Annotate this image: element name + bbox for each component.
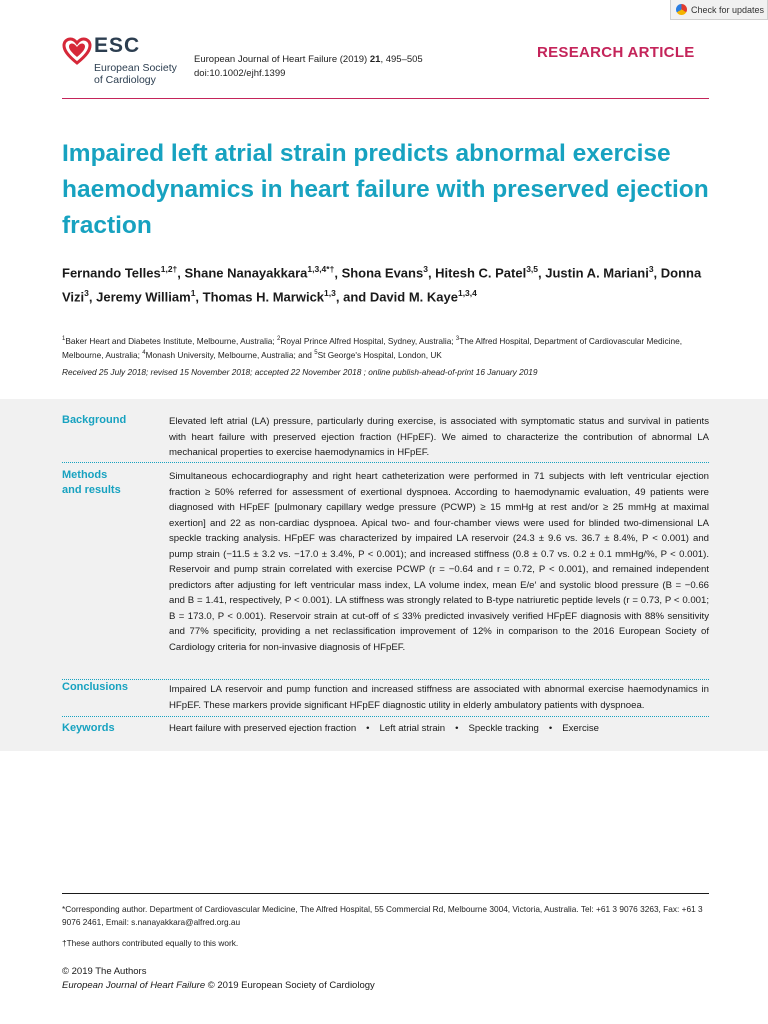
methods-text: Simultaneous echocardiography and right heart catheterization were performed in 71 subjects with left ventricular ejection fraction ≥ 50% referred for assessment of exertional dyspnoea. According to haemodynamic evaluation, 49 patients were diagnosed with HFpEF [pulmonary capillary wedge pressure (PCWP) ≥ 15 mmHg at rest and/or ≥ 25 mmHg at maximal exertion] and 22 as non-cardiac dyspnoea. Apical two- and four-chamber views were used for blinded two-dimensional LA speckle tracking analysis. HFpEF was characterized by impaired LA reservoir (24.3 ± 9.6 vs. 36.7 ± 8.4%, P < 0.001) and pump strain (−11.5 ± 3.2 vs. −17.0 ± 3.4%, P < 0.001); and increased stiffness (0.8 ± 0.7 vs. 0.2 ± 0.1 mmHg/%, P < 0.001). Reservoir and pump strain correlated with exercise PCWP (r = −0.64 and r = 0.72, P < 0.001), and remained independent predictors after adjusting for left ventricular mass index, LA volume index, mean E/e′ and systolic blood pressure (B = −0.66 and B = 1.41, respectively, P < 0.001). LA stiffness was strongly related to B-type natriuretic peptide levels (r = 0.73, P < 0.001; B = 173.0, P < 0.001). Reservoir strain at cut-off of ≤ 33% predicted invasively verified HFpEF diagnosis with 88% sensitivity and 77% specificity, providing a net reclassification improvement of 12% in comparison to the 2016 European Society of Cardiology criteria for non-invasive diagnosis of HFpEF. xyxy=(169,471,709,653)
author-name: and David M. Kaye xyxy=(343,289,458,305)
header-divider xyxy=(62,98,709,99)
background-label: Background xyxy=(62,414,127,426)
author-name: Fernando Telles xyxy=(62,265,161,281)
affiliation-marker: 5 xyxy=(314,350,318,357)
keyword: Exercise xyxy=(562,723,600,734)
keyword: Heart failure with preserved ejection fraction xyxy=(169,723,357,734)
methods-label-line-1: Methods xyxy=(62,469,108,481)
logo-line-2: of Cardiology xyxy=(94,74,156,86)
section-divider xyxy=(62,716,709,717)
affiliations xyxy=(62,333,712,362)
affiliation-text: Baker Heart and Diabetes Institute, Melbourne, Australia; xyxy=(65,335,278,346)
conclusions-text: Impaired LA reservoir and pump function and increased stiffness are associated with abnormal exercise haemodynamics in HFpEF. These markers provide significant HFpEF diagnostic utility in elderly ambulatory patients with dyspnoea. xyxy=(169,684,709,711)
check-for-updates-label: Check for updates xyxy=(691,4,765,15)
abstract-panel xyxy=(0,399,768,751)
article-title: Impaired left atrial strain predicts abnormal exercise haemodynamics in heart failure with preserved ejection fraction xyxy=(62,140,709,239)
author-affiliation-marker: 3 xyxy=(648,264,654,274)
author-separator: , xyxy=(538,265,546,281)
affiliation-text: The Alfred Hospital, Department of Cardiovascular Medicine, Melbourne, Australia; xyxy=(62,335,683,361)
author-affiliation-marker: 1,3,4 xyxy=(457,288,477,299)
citation-pages: , 495–505 xyxy=(380,54,423,65)
esc-logo xyxy=(62,36,192,96)
keyword: Left atrial strain xyxy=(379,723,446,734)
author-name: Thomas H. Marwick xyxy=(202,289,325,305)
author-name: Justin A. Mariani xyxy=(545,265,649,281)
footnote-divider xyxy=(62,893,709,894)
affiliation-marker: 4 xyxy=(142,350,146,357)
author-separator: , xyxy=(88,289,97,305)
affiliation-marker: 1 xyxy=(62,336,66,342)
author-separator: , xyxy=(195,289,203,305)
crossmark-icon xyxy=(676,4,687,15)
author-name: Shane Nanayakkara xyxy=(184,265,308,281)
author-affiliation-marker: 3,5 xyxy=(526,264,539,274)
equal-contribution-note: †These authors contributed equally to this work. xyxy=(62,938,239,948)
author-affiliation-marker: 3 xyxy=(423,264,428,274)
author-affiliation-marker: 3 xyxy=(84,288,89,299)
author-affiliation-marker: 1,3,4*† xyxy=(307,264,335,274)
author-separator: , xyxy=(335,289,344,305)
keyword-bullet: • xyxy=(366,723,370,734)
methods-label xyxy=(62,468,162,498)
keyword-bullet: • xyxy=(548,723,553,734)
author-name: Donna Vizi xyxy=(62,265,702,305)
copyright-line-1: © 2019 The Authors xyxy=(62,966,147,977)
author-affiliation-marker: 1 xyxy=(190,288,196,299)
conclusions-label: Conclusions xyxy=(62,681,129,693)
affiliation-text: Royal Prince Alfred Hospital, Sydney, Australia; xyxy=(280,335,456,346)
copyright-rest: © 2019 European Society of Cardiology xyxy=(205,980,375,991)
heart-logo-icon xyxy=(62,36,92,66)
doi-link[interactable]: doi:10.1002/ejhf.1399 xyxy=(194,68,286,79)
author-name: Shona Evans xyxy=(341,265,424,281)
article-type-label: RESEARCH ARTICLE xyxy=(537,44,695,61)
corresponding-author-note: *Corresponding author. Department of Cardiovascular Medicine, The Alfred Hospital, 55 Commercial Rd, Melbourne 3004, Victoria, Australia. Tel: +61 3 9076 3263, Fax: +61 3 9076 2461, Email: s.nanayakkara@alfred.org.au xyxy=(62,904,703,927)
background-text: Elevated left atrial (LA) pressure, particularly during exercise, is associated with symptomatic status and survival in patients with heart failure with preserved ejection fraction (HFpEF). We aimed to characterize the contribution of abnormal LA mechanical properties to exercise haemodynamics in HFpEF. xyxy=(169,416,709,458)
article-dates: Received 25 July 2018; revised 15 November 2018; accepted 22 November 2018 ; online publish-ahead-of-print 16 January 2019 xyxy=(62,367,538,377)
keyword-bullet: • xyxy=(455,723,459,734)
methods-label-line-2: and results xyxy=(62,484,121,496)
author-name: Hitesh C. Patel xyxy=(435,265,527,281)
affiliation-text: St George's Hospital, London, UK xyxy=(317,350,442,361)
check-for-updates-button[interactable] xyxy=(670,0,768,20)
affiliation-marker: 3 xyxy=(455,336,460,342)
author-affiliation-marker: 1,2† xyxy=(160,264,178,274)
copyright-journal-name: European Journal of Heart Failure xyxy=(62,980,206,991)
affiliation-marker: 2 xyxy=(277,336,281,342)
citation-prefix: European Journal of Heart Failure (2019) xyxy=(194,54,370,65)
author-separator: , xyxy=(427,265,436,281)
author-affiliation-marker: 1,3 xyxy=(324,288,336,299)
logo-line-1: European Society xyxy=(94,62,177,74)
keywords-label: Keywords xyxy=(62,722,115,734)
author-separator: , xyxy=(177,265,185,281)
copyright-line-2 xyxy=(62,980,375,991)
keyword: Speckle tracking xyxy=(468,723,539,734)
affiliation-text: Monash University, Melbourne, Australia; and xyxy=(145,350,315,361)
author-separator: , xyxy=(334,265,342,281)
author-name: Jeremy William xyxy=(96,289,191,305)
author-list xyxy=(62,259,712,308)
section-divider xyxy=(62,462,709,463)
author-separator: , xyxy=(653,265,661,281)
logo-acronym: ESC xyxy=(94,34,141,57)
citation-volume: 21 xyxy=(369,54,381,65)
journal-citation xyxy=(194,53,423,81)
keywords-list xyxy=(169,723,599,734)
